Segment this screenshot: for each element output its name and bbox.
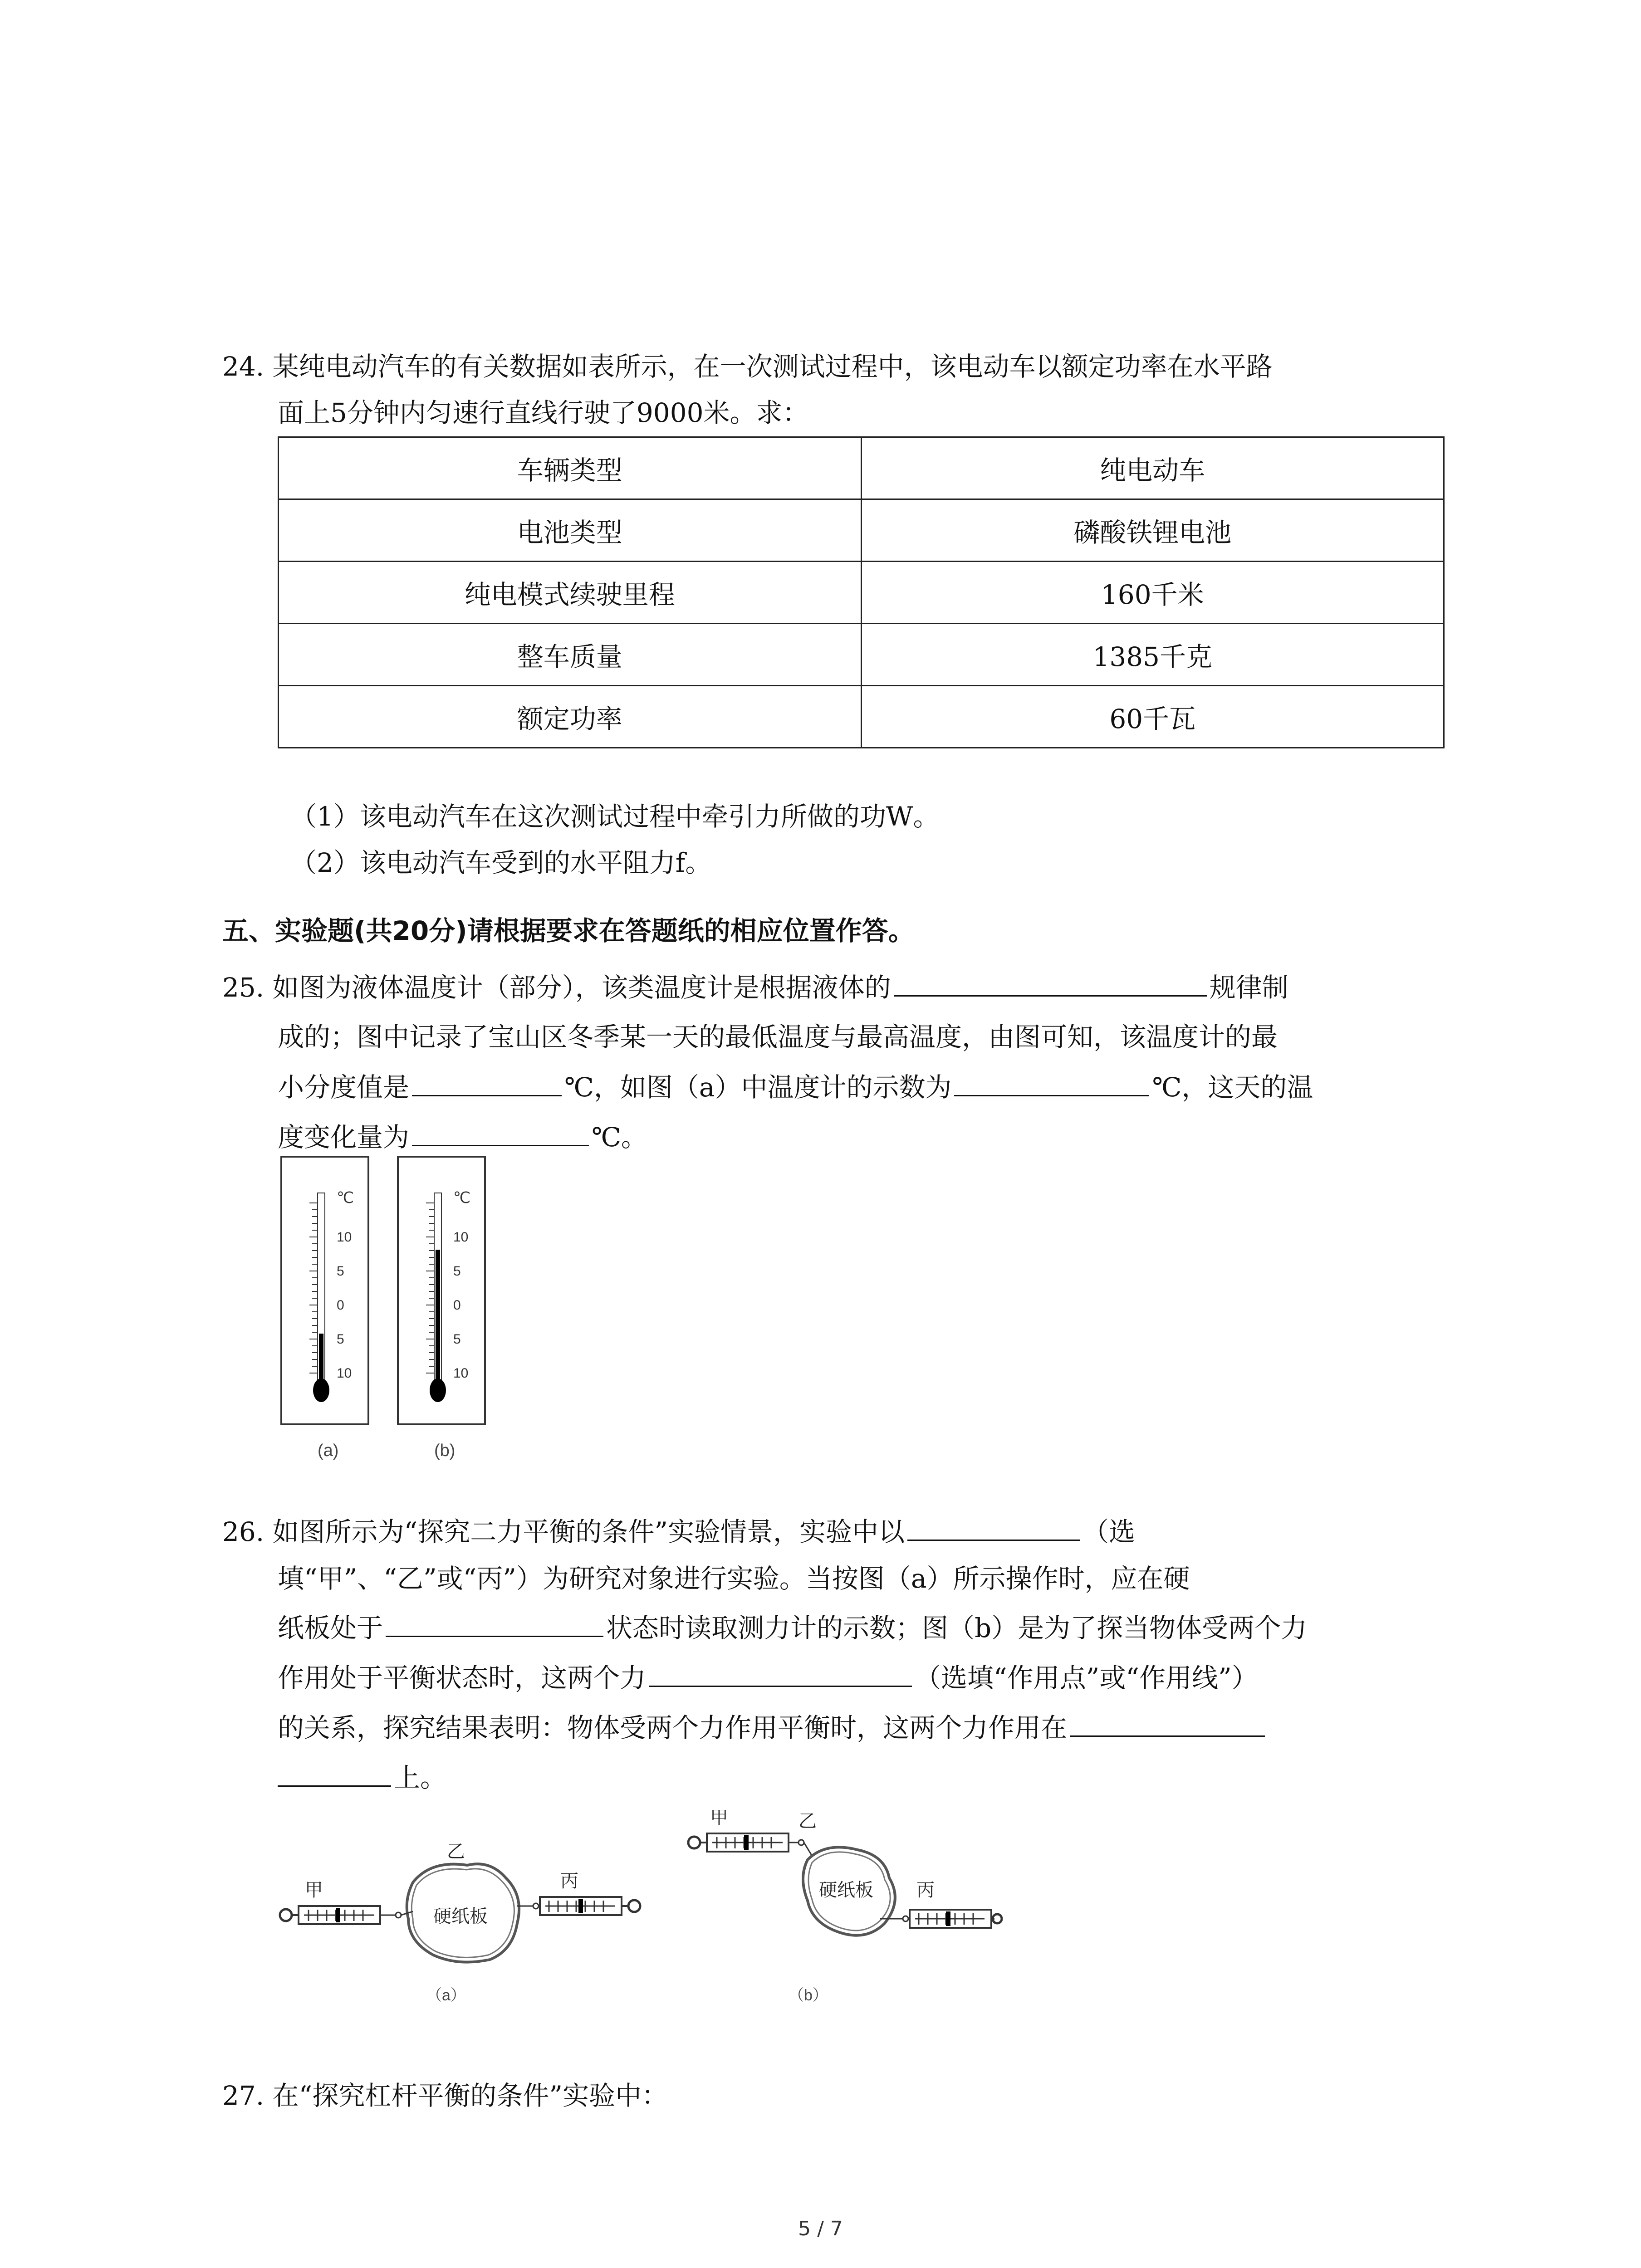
q25-text: ℃，这天的温 <box>1152 1072 1313 1103</box>
label-jia: 甲 <box>710 1810 728 1828</box>
label-yi: 乙 <box>798 1811 817 1831</box>
figure-caption-b: （b） <box>789 1987 828 2004</box>
answer-blank[interactable] <box>386 1609 603 1637</box>
q26-text: 纸板处于 <box>278 1613 383 1643</box>
q25-line4 <box>278 1119 647 1155</box>
q25-text: 25. 如图为液体温度计（部分），该类温度计是根据液体的 <box>222 972 891 1003</box>
q26-text: 状态时读取测力计的示数；图（b）是为了探当物体受两个力 <box>606 1613 1308 1643</box>
figure-caption-b: (b) <box>434 1441 456 1460</box>
tick-label: 10 <box>337 1366 352 1381</box>
tick-label: 0 <box>453 1298 461 1313</box>
vehicle-spec-table <box>278 436 1445 748</box>
answer-blank[interactable] <box>954 1069 1149 1096</box>
q25-text: ℃，如图（a）中温度计的示数为 <box>564 1072 952 1103</box>
q26-line2: 填“甲”、“乙”或“丙”）为研究对象进行实验。当按图（a）所示操作时，应在硬 <box>278 1563 1190 1594</box>
q26-text: 上。 <box>394 1762 447 1793</box>
table-cell: 160千米 <box>861 562 1444 624</box>
q25-text: 规律制 <box>1209 972 1288 1003</box>
q25-text: ℃。 <box>592 1122 647 1153</box>
table-row <box>279 499 1444 562</box>
q26-line6 <box>278 1759 446 1796</box>
q27-line1: 27. 在“探究杠杆平衡的条件”实验中： <box>222 2080 668 2111</box>
page-number: 5 / 7 <box>798 2217 843 2240</box>
figure-caption-a: (a) <box>318 1441 339 1460</box>
tick-label: 10 <box>337 1230 352 1245</box>
table-cell: 60千瓦 <box>861 686 1444 748</box>
tick-label: 5 <box>337 1332 344 1347</box>
table-cell: 车辆类型 <box>279 437 862 499</box>
tick-label: 5 <box>453 1264 461 1279</box>
q25-text: 度变化量为 <box>278 1122 410 1153</box>
table-row <box>279 686 1444 748</box>
thermometer-b <box>426 1189 470 1402</box>
answer-blank[interactable] <box>278 1759 391 1787</box>
tick-label: 5 <box>337 1264 344 1279</box>
table-cell: 1385千克 <box>861 624 1444 686</box>
board-label: 硬纸板 <box>433 1906 488 1926</box>
answer-blank[interactable] <box>649 1659 912 1687</box>
q26-line3 <box>278 1609 1307 1646</box>
q26-line1 <box>222 1513 1135 1550</box>
tick-label: 0 <box>337 1298 344 1313</box>
unit-label: ℃ <box>337 1189 354 1207</box>
label-bing: 丙 <box>560 1871 578 1891</box>
label-yi: 乙 <box>447 1842 465 1862</box>
setup-b <box>688 1810 1002 2004</box>
q26-text: 26. 如图所示为“探究二力平衡的条件”实验情景，实验中以 <box>222 1516 905 1547</box>
answer-blank[interactable] <box>894 969 1207 997</box>
q25-line2: 成的；图中记录了宝山区冬季某一天的最低温度与最高温度，由图可知，该温度计的最 <box>278 1022 1278 1052</box>
board-label: 硬纸板 <box>819 1880 873 1900</box>
answer-blank[interactable] <box>1070 1709 1265 1737</box>
answer-blank[interactable] <box>412 1119 589 1146</box>
q25-text: 小分度值是 <box>278 1072 410 1103</box>
q25-line1 <box>222 969 1288 1006</box>
answer-blank[interactable] <box>907 1513 1080 1541</box>
table-row <box>279 437 1444 499</box>
figure-caption-a: （a） <box>426 1987 466 2004</box>
table-row <box>279 624 1444 686</box>
table-cell: 纯电模式续驶里程 <box>279 562 862 624</box>
label-bing: 丙 <box>916 1880 935 1900</box>
thermometer-a <box>309 1189 354 1402</box>
q26-text: （选填“作用点”或“作用线”） <box>915 1662 1258 1693</box>
q24-text-line2: 面上5分钟内匀速行直线行驶了9000米。求： <box>278 397 809 428</box>
q26-text: 的关系，探究结果表明：物体受两个力作用平衡时，这两个力作用在 <box>278 1712 1068 1743</box>
section-heading: 五、实验题(共20分)请根据要求在答题纸的相应位置作答。 <box>222 915 915 946</box>
label-jia: 甲 <box>305 1880 323 1900</box>
table-cell: 磷酸铁锂电池 <box>861 499 1444 562</box>
unit-label: ℃ <box>453 1189 471 1207</box>
q26-line4 <box>278 1659 1258 1696</box>
q24-subquestion-2: （2）该电动汽车受到的水平阻力f。 <box>290 847 712 878</box>
force-balance-figure <box>277 1810 1003 2009</box>
q26-line5 <box>278 1709 1268 1746</box>
q24-text-line1: 24. 某纯电动汽车的有关数据如表所示，在一次测试过程中，该电动车以额定功率在水平路 <box>222 351 1273 382</box>
q24-subquestion-1: （1）该电动汽车在这次测试过程中牵引力所做的功W。 <box>290 801 940 832</box>
tick-label: 10 <box>453 1230 469 1245</box>
table-cell: 电池类型 <box>279 499 862 562</box>
q26-text: 作用处于平衡状态时，这两个力 <box>278 1662 647 1693</box>
setup-a <box>280 1842 640 2004</box>
tick-label: 5 <box>453 1332 461 1347</box>
q26-text: （选 <box>1082 1516 1135 1547</box>
answer-blank[interactable] <box>412 1069 562 1096</box>
q25-line3 <box>278 1069 1313 1105</box>
table-cell: 额定功率 <box>279 686 862 748</box>
table-row <box>279 562 1444 624</box>
table-cell: 纯电动车 <box>861 437 1444 499</box>
thermometer-figure <box>278 1152 491 1465</box>
tick-label: 10 <box>453 1366 469 1381</box>
table-cell: 整车质量 <box>279 624 862 686</box>
